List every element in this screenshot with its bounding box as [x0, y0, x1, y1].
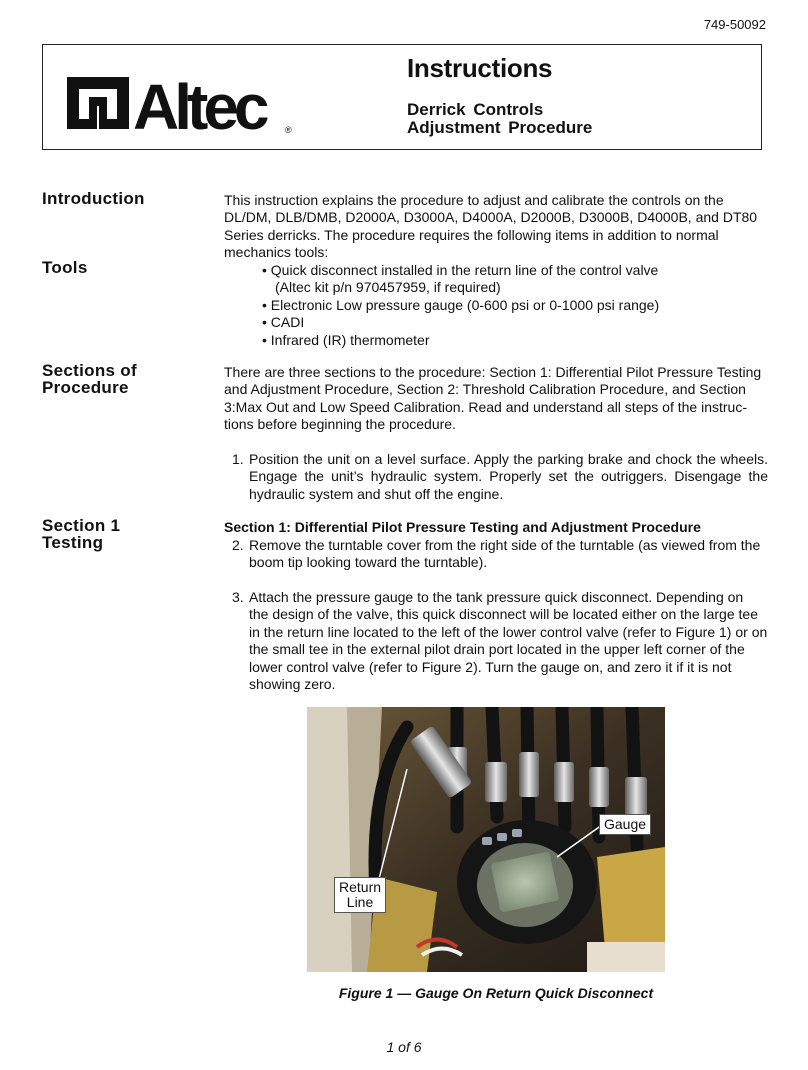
- text-line: boom tip looking toward the turntable).: [249, 554, 488, 571]
- step-number: 3.: [232, 589, 244, 605]
- tools-heading: Tools: [42, 258, 88, 277]
- list-item: • Quick disconnect installed in the return line of the control valve: [262, 262, 659, 278]
- heading-line: Sections of: [42, 361, 137, 380]
- document-subtitle: [407, 101, 592, 137]
- heading-line: Procedure: [42, 378, 129, 397]
- figure-caption: Figure 1 — Gauge On Return Quick Disconnect: [338, 985, 654, 1001]
- list-item: • CADI: [262, 314, 305, 331]
- text-line: showing zero.: [249, 676, 336, 693]
- text-line: Series derricks. The procedure requires the following items in addition to normal: [224, 226, 719, 243]
- text-line: 3:Max Out and Low Speed Calibration. Read and understand all steps of the instruc-: [224, 398, 747, 415]
- list-item: (Altec kit p/n 970457959, if required): [275, 279, 501, 296]
- header-box: [42, 44, 762, 150]
- text-line: the design of the valve, this quick disconnect will be located either on the large tee: [249, 606, 758, 623]
- step-text: Position the unit on a level surface. Apply the parking brake and chock the wheels. Engage the unit’s hydraulic system. Properly set the outriggers. Disengage the hydraulic system and shut off the engine.: [249, 451, 768, 502]
- figure-1-photo: [307, 707, 665, 972]
- callout-line: Return: [339, 879, 382, 895]
- list-item: • Infrared (IR) thermometer: [262, 331, 430, 348]
- heading-line: Testing: [42, 533, 104, 552]
- list-item: • Electronic Low pressure gauge (0-600 psi or 0-1000 psi range): [262, 296, 660, 313]
- step-2: [232, 537, 768, 572]
- subtitle-line: Adjustment Procedure: [407, 118, 593, 137]
- sections-of-procedure-heading: [42, 362, 137, 396]
- text-line: in the return line located to the left of the lower control valve (refer to Figure 1) or on: [249, 623, 768, 640]
- altec-logo: [67, 71, 297, 135]
- text-line: tions before beginning the procedure.: [224, 416, 456, 433]
- registered-mark: ®: [285, 125, 292, 135]
- introduction-heading: Introduction: [42, 189, 145, 208]
- text-line: Remove the turntable cover from the right side of the turntable (as viewed from the: [249, 537, 761, 553]
- return-line-callout: [334, 877, 386, 913]
- section-1-subheading: Section 1: Differential Pilot Pressure Testing and Adjustment Procedure: [224, 519, 701, 535]
- step-number: 2.: [232, 537, 244, 553]
- document-number: 749-50092: [703, 17, 766, 32]
- step-3: [232, 589, 768, 693]
- text-line: Attach the pressure gauge to the tank pressure quick disconnect. Depending on: [249, 589, 744, 605]
- heading-line: Section 1: [42, 516, 121, 535]
- step-1: [232, 451, 768, 503]
- text-line: DL/DM, DLB/DMB, D2000A, D3000A, D4000A, D2000B, D3000B, D4000B, and DT80: [224, 209, 758, 226]
- tools-list: [262, 262, 659, 349]
- introduction-text: [224, 192, 768, 262]
- text-line: lower control valve (refer to Figure 2). Turn the gauge on, and zero it if it is not: [249, 658, 732, 675]
- gauge-callout: Gauge: [599, 814, 651, 835]
- text-line: This instruction explains the procedure to adjust and calibrate the controls on the: [224, 192, 724, 208]
- brand-name: Altec: [133, 71, 265, 135]
- page-number: 1 of 6: [386, 1039, 422, 1055]
- text-line: and Adjustment Procedure, Section 2: Threshold Calibration Procedure, and Section: [224, 381, 746, 398]
- subtitle-line: Derrick Controls: [407, 100, 544, 119]
- section-1-heading: [42, 517, 120, 551]
- sections-of-procedure-text: [224, 364, 768, 434]
- gauge-photo-illustration: [307, 707, 665, 972]
- callout-line: Line: [346, 894, 374, 910]
- step-text: [249, 537, 768, 572]
- text-line: There are three sections to the procedure: Section 1: Differential Pilot Pressure Testing: [224, 364, 762, 380]
- text-line: the small tee in the external pilot drain port located in the upper left corner of the: [249, 641, 745, 658]
- step-text: [249, 589, 768, 693]
- page-title: Instructions: [407, 53, 553, 83]
- text-line: mechanics tools:: [224, 244, 329, 261]
- step-number: 1.: [232, 451, 244, 467]
